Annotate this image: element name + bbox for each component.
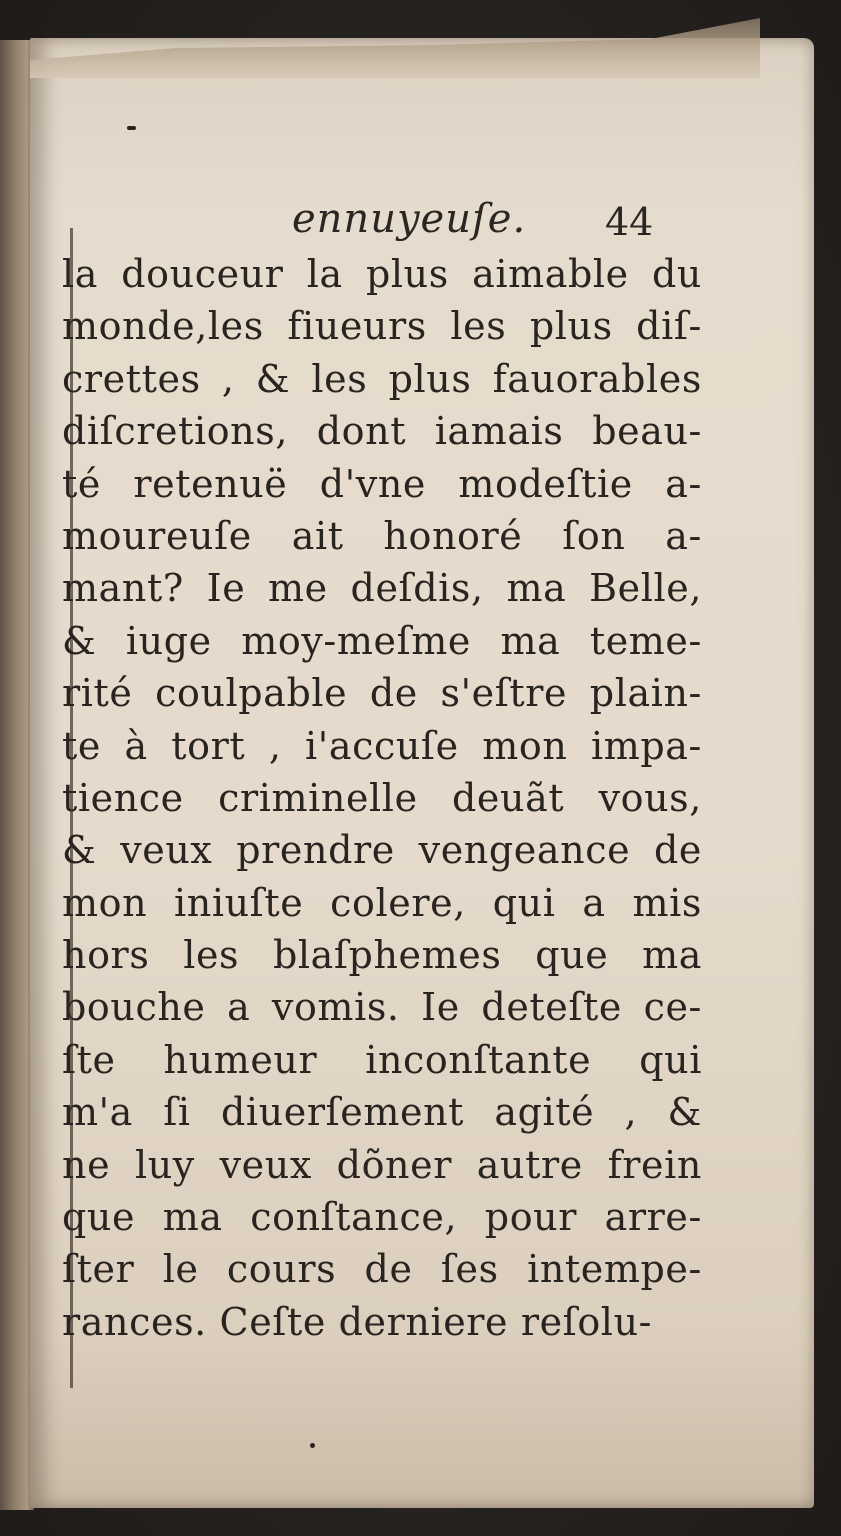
word: douceur <box>121 252 284 296</box>
word: blaſphemes <box>272 933 502 978</box>
word: te <box>62 723 101 768</box>
text-line <box>62 1086 702 1138</box>
word: impa- <box>590 723 702 768</box>
word: retenuë <box>133 461 288 506</box>
word: a <box>582 880 606 925</box>
word: les <box>450 304 507 349</box>
word: dont <box>316 409 407 454</box>
previous-page-edge <box>0 40 34 1510</box>
text-line <box>62 562 702 614</box>
word: ſes <box>440 1247 499 1292</box>
word: de <box>364 1247 413 1292</box>
word: plus <box>388 356 472 401</box>
word: mant? <box>62 566 184 611</box>
word: deteſte <box>481 985 623 1030</box>
word: beau- <box>592 409 702 454</box>
word: Ie <box>421 985 460 1030</box>
word: & <box>667 1090 702 1135</box>
word: vengeance <box>418 828 631 873</box>
page-number: 44 <box>605 200 654 244</box>
text-line <box>62 667 702 719</box>
word: s'eſtre <box>440 671 568 716</box>
word: moureuſe <box>62 513 252 558</box>
word: la <box>62 252 99 296</box>
word: veux <box>120 828 213 873</box>
word: tience <box>62 775 184 820</box>
word: conſtance, <box>250 1195 458 1240</box>
text-line <box>62 405 702 457</box>
word: aimable <box>472 252 629 296</box>
text-line <box>62 248 702 300</box>
word: té <box>62 461 101 506</box>
text-line <box>62 510 702 562</box>
word: ma <box>506 566 567 611</box>
word: ne <box>62 1142 111 1187</box>
word: monde,les <box>62 304 264 349</box>
word: , <box>268 723 282 768</box>
word: inconſtante <box>365 1037 592 1082</box>
word: dõner <box>336 1142 452 1187</box>
word: qui <box>639 1037 702 1082</box>
word: , <box>221 356 235 401</box>
word: & <box>62 618 97 663</box>
word: iamais <box>434 409 564 454</box>
word: me <box>268 566 328 611</box>
word: ma <box>642 933 702 978</box>
word: criminelle <box>218 775 418 820</box>
ink-speck <box>127 126 136 130</box>
word: humeur <box>163 1037 318 1082</box>
word: intempe- <box>527 1247 702 1292</box>
word: à <box>124 723 148 768</box>
word: frein <box>607 1142 702 1187</box>
word: deſdis, <box>350 566 484 611</box>
word: fauorables <box>492 356 702 401</box>
word: a <box>227 985 251 1030</box>
word: plus <box>365 252 449 296</box>
text-line <box>62 772 702 824</box>
text-line <box>62 1139 702 1191</box>
text-line <box>62 458 702 510</box>
word: du <box>651 252 702 296</box>
word: m'a <box>62 1090 133 1135</box>
text-line: rances. Ceſte derniere reſolu- <box>62 1299 653 1344</box>
word: Belle, <box>589 566 702 611</box>
word: rité <box>62 671 133 716</box>
word: ſi <box>163 1090 191 1135</box>
word: moy-meſme <box>241 618 471 663</box>
word: modeſtie <box>458 461 633 506</box>
word: Ie <box>206 566 246 611</box>
text-line <box>62 353 702 405</box>
word: , <box>624 1090 638 1135</box>
word: diſcretions, <box>62 409 289 454</box>
word: iniuſte <box>174 880 304 925</box>
word: bouche <box>62 985 206 1030</box>
word: plus <box>529 304 613 349</box>
word: tort <box>171 723 246 768</box>
word: qui <box>492 880 556 925</box>
word: autre <box>476 1142 583 1187</box>
word: pour <box>484 1195 578 1240</box>
word: ſter <box>62 1247 135 1292</box>
text-line <box>62 824 702 876</box>
word: colere, <box>330 880 466 925</box>
word: & <box>255 356 291 401</box>
word: diſ- <box>636 304 702 349</box>
word: coulpable <box>155 671 348 716</box>
word: a- <box>665 513 702 558</box>
word: & <box>62 828 97 873</box>
word: vous, <box>598 775 702 820</box>
text-line <box>62 929 702 981</box>
word: prendre <box>236 828 395 873</box>
book-page <box>30 38 814 1508</box>
text-line <box>62 1191 702 1243</box>
word: ma <box>500 618 561 663</box>
word: de <box>369 671 418 716</box>
text-line <box>62 877 702 929</box>
word: ma <box>162 1195 223 1240</box>
text-line <box>62 300 702 352</box>
word: honoré <box>383 513 523 558</box>
word: que <box>62 1195 136 1240</box>
word: mon <box>62 880 148 925</box>
word: fiueurs <box>287 304 427 349</box>
word: les <box>183 933 240 978</box>
word: deuãt <box>452 775 565 820</box>
word: teme- <box>589 618 702 663</box>
running-head: ennuyeuſe. <box>292 196 527 242</box>
text-line <box>62 720 702 772</box>
word: vomis. <box>271 985 400 1030</box>
ink-speck <box>310 1443 315 1448</box>
page-header <box>30 188 814 248</box>
word: i'accuſe <box>305 723 459 768</box>
word: ſon <box>562 513 626 558</box>
word: agité <box>494 1090 595 1135</box>
word: la <box>306 252 343 296</box>
text-line <box>62 615 702 667</box>
text-line <box>62 981 702 1033</box>
word: les <box>311 356 368 401</box>
word: a- <box>665 461 702 506</box>
word: ſte <box>62 1037 116 1082</box>
word: de <box>653 828 702 873</box>
word: hors <box>62 933 150 978</box>
word: mon <box>482 723 568 768</box>
word: diuerſement <box>220 1090 465 1135</box>
word: veux <box>219 1142 312 1187</box>
word: d'vne <box>319 461 426 506</box>
word: ce- <box>643 985 702 1030</box>
word: luy <box>134 1142 195 1187</box>
word: mis <box>632 880 702 925</box>
word: cours <box>226 1247 337 1292</box>
text-line <box>62 1243 702 1295</box>
body-text <box>62 248 702 1348</box>
text-line <box>62 1034 702 1086</box>
word: plain- <box>589 671 702 716</box>
word: le <box>162 1247 199 1292</box>
word: crettes <box>62 356 201 401</box>
word: que <box>535 933 609 978</box>
word: ait <box>291 513 344 558</box>
word: arre- <box>604 1195 702 1240</box>
word: iuge <box>125 618 212 663</box>
